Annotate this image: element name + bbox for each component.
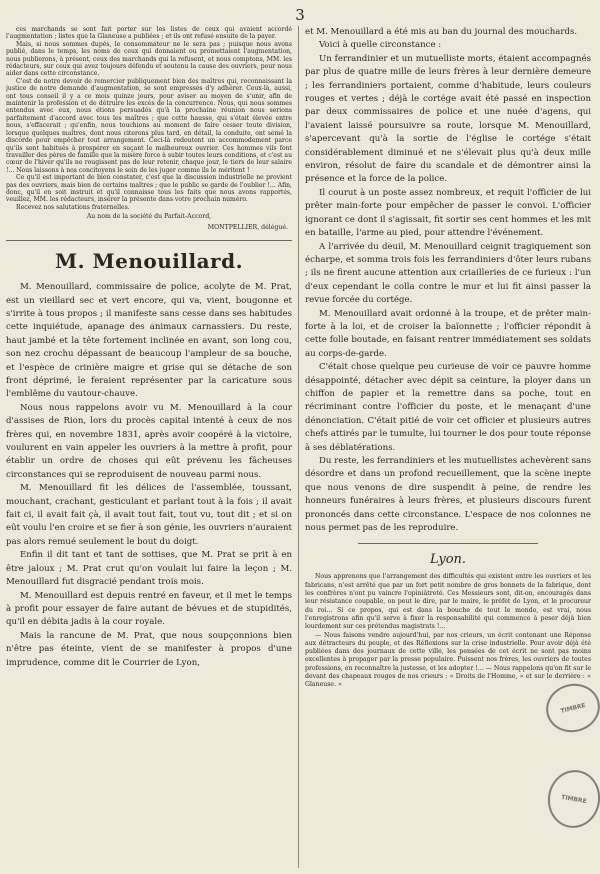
page-number: 3 [295, 6, 305, 24]
article-paragraph: Mais la rancune de M. Prat, que nous soupçonnions bien n'être pas éteinte, vient de se manifester à propos d'une imprudence, comme dit le Courrier de Lyon, [6, 630, 292, 668]
section-title: Lyon. [429, 552, 467, 568]
lyon-news [305, 573, 591, 689]
article-paragraph: et M. Menouillard a été mis au ban du journal des mouchards. [305, 27, 578, 37]
article-paragraph: M. Menouillard fit les délices de l'assemblée, toussant, mouchant, crachant, gesticulant et parlant tout à la fois ; il avait fait ci, il avait fait çà, il avait tout fait, tout vu, tout dit ; et si on eût voulu l'en croire et se fier à son génie, les ouvriers n'auraient pas alors remué seulement le bout du doigt. [6, 483, 292, 547]
signature-place: MONTPELLIER, délégué. [207, 224, 288, 232]
divider [6, 240, 292, 241]
article-headline: M. Menouillard. [54, 249, 244, 274]
letter-paragraph: Recevez nos salutations fraternelles. [16, 203, 130, 211]
article-paragraph: Nous nous rappelons avoir vu M. Menouillard à la cour d'assises de Rion, lors du procès capital intenté à ceux de nos frères qui, en novembre 1831, après avoir coopéré à la victoire, voulurent en vain appeler les ouvriers à la mettre à profit, pour établir un ordre de choses qui eût prévenu les fâcheuses circonstances qui se reproduisent de nouveau parmi nous. [6, 402, 292, 480]
article-paragraph: Voici à quelle circonstance : [319, 40, 442, 51]
article-paragraph: M. Menouillard, commissaire de police, acolyte de M. Prat, est un vieillard sec et vert encore, qui va, vient, bougonne et s'irrite à tous propos ; il manifeste sans cesse dans ses habitudes cette inquiétude, apanage des animaux carnassiers. Du reste, haut jambé et la tête fortement inclinée en avant, son long cou, son nez crochu dépassant de beaucoup l'ampleur de sa bouche, et l'espèce de crinière maigre et grise qui se détache de son front déprimé, le feraient représenter par la caricature sous l'emblême du vautour-chauve. [6, 282, 292, 400]
article-paragraph: Un ferrandinier et un mutuelliste morts, étaient accompagnés par plus de quatre mille de leurs frères à leur dernière demeure ; les ferrandiniers portaient, comme d'habitude, leurs couleurs rouges et vertes ; déjà le cortége avait été passé en inspection par deux commissaires de police et une nuée d'agens, qui l'avaient laissé poursuivre sa route, lorsque M. Menouillard, s'apercevant qu'à la sortie de l'église le cortége s'était considérablement diminué et ne s'élevait plus qu'à deux mille environ, résolut de faire du scandale et de démontrer ainsi la présence et la force de la police. [305, 53, 591, 185]
divider [358, 543, 538, 544]
article-paragraph: M. Menouillard est depuis rentré en faveur, et il met le temps à profit pour essayer de faire autant de bévues et de stupidités, qu'il en débita jadis à la cour royale. [6, 590, 292, 628]
article-paragraph: M. Menouillard avait ordonné à la troupe, et de prêter main-forte à la loi, et de croiser la baïonnette ; l'officier répondit à cette folle boutade, en faisant rentrer immédiatement ses soldats au corps-de-garde. [305, 308, 591, 359]
article-paragraph: Il courut à un poste assez nombreux, et requit l'officier de lui prêter main-forte pour empêcher de passer le convoi. L'officier ignorant ce dont il s'agissait, fit sortir ses cent hommes et les mit en bataille, l'arme au pied, pour attendre l'événement. [305, 187, 591, 239]
news-paragraph: — Nous faisons vendre aujourd'hui, par nos crieurs, un écrit contenant une Réponse aux détracteurs du peuple, et des Réflexions sur la crise industrielle. Pour avoir déjà été publiées dans des journaux de cette ville, les pensées de cet écrit ne sont pas moins excellentes à propager par la presse populaire. Puissent nos frères, les ouvriers de toutes professions, en reconnaître la justesse, et les adopter !... — Nous rappelons qu'on fit sur le devant des chapeaux rouges de nos crieurs : « Droits de l'Homme, » et sur le derrière : « Glaneuse. » [305, 631, 591, 689]
left-column [6, 26, 292, 872]
article-paragraph: C'était chose quelque peu curieuse de voir ce pauvre homme désappointé, détacher avec dépit sa ceinture, la ployer dans un chiffon de papier et la remettre dans sa poche, tout en récriminant contre l'officier du poste, et le menaçant d'une dénonciation. C'était pitié de voir cet officier et plusieurs autres chefs attirés par le tumulte, lui tourner le dos pour toute réponse à ses déblatérations. [305, 362, 591, 453]
article-paragraph: Du reste, les ferrandiniers et les mutuellistes achevèrent sans désordre et dans un profond recueillement, que la scène inepte que nous venons de dire suspendit à peine, de rendre les honneurs funéraires à leurs frères, et plusieurs discours furent prononcés dans cette circonstance. L'espace de nos colonnes ne nous permet pas de les reproduire. [305, 456, 591, 534]
stamp-text: TIMBRE [559, 701, 587, 715]
signature-society: Au nom de la société du Parfait-Accord, [86, 213, 212, 221]
letter-paragraph: Ce qu'il est important de bien constater, c'est que la discussion industrielle ne provient pas des ouvriers, mais bien de certains maîtres ; que le public se garde de l'oublier !... Afin, donc, qu'il en soit instruit et qu'il connaisse tous les faits que nous avons rapportés, veuillez, MM. les rédacteurs, insérer la présente dans votre prochain numéro. [6, 174, 292, 204]
article-paragraph: A l'arrivée du deuil, M. Menouillard ceignit tragiquement son écharpe, et somma trois fois les ferrandiniers d'ôter leurs rubans ; ils ne firent aucune attention aux criailleries de ce furieux : l'un d'eux cependant le colla contre le mur et lui fit ainsi passer la revue forcée du cortége. [305, 241, 591, 306]
stamp-text: TIMBRE [560, 793, 588, 805]
column-divider [298, 26, 299, 868]
article-body-continued [305, 26, 591, 535]
news-paragraph: Nous apprenons que l'arrangement des difficultés qui existent entre les ouvriers et les fabricans, n'est arrêté que par un fort petit nombre de gros bonnets de la fabrique, dont les confrères n'ont pu vaincre l'opiniâtreté. Ces Messieurs sont, dit-on, encouragés dans leur résistance coupable, on peut le dire, par le maire, le préfet de Lyon, et le procureur du roi... Si ce propos, qui est dans la bouche de tout le monde, est vrai, nous l'enregistrons afin qu'il serve à fixer la responsabilité qui commence à peser déjà bien lourdement sur ces prétendus magistrats !... [305, 573, 591, 631]
article-paragraph: Enfin il dit tant et tant de sottises, que M. Prat se prit à en être jaloux ; M. Prat crut qu'on voulait lui faire la leçon ; M. Menouillard fut disgracié pendant trois mois. [6, 550, 292, 588]
letter-text [6, 26, 292, 211]
article-body [6, 281, 292, 670]
letter-paragraph: ces marchands se sont fait porter sur les listes de ceux qui avaient accordé l'augmentation ; listes que la Glaneuse a publiées ; et ils ont refusé ensuite de la payer. [6, 26, 292, 41]
letter-paragraph: C'est de notre devoir de remercier publiquement bien des maîtres qui, reconnaissant la justice de notre demande d'augmentation, se sont empressés d'y adhérer. Ceux-là, aussi, ont tous conseil il y a ce mois quinze jours, pour aviser au moyen de s'unir, afin de maintenir la profession et de détruire les excès de la concurrence. Nous, qui nous sommes entendus avec eux, nous étions persuadés qu'à la prochaine réunion nous serions parfaitement d'accord avec tous les maîtres ; que cette hausse, qui s'était élevée entre nous, s'effacerait ; qu'enfin, nous touchions au moment de faire cesser toute division, lorsque quelques maîtres, dont nous citerons plus tard, en détail, la conduite, ont semé la discorde pour empêcher tout arrangement. Ceci-là redoutent un accommodement parce qu'ils sont habitués à prospérer en suçant le malheureux ouvrier. Ces hommes vils font travailler des pères de famille que la misère force à subir toutes leurs conditions, et c'est au cœur de l'hiver qu'ils ne rougissent pas de leur retenir, chaque jour, le tiers de leur salaire !... Nous laissons à nos concitoyens le soin de les juger comme ils le méritent ! [6, 77, 292, 174]
right-column [305, 26, 591, 872]
letter-paragraph: Mais, si nous sommes dupés, le consommateur ne le sera pas ; puisque nous avons publié, dans le temps, les noms de ceux qui donnaient ou promettaient l'augmentation, nous publierons, à présent, ceux des marchands qui la refusent, et nous comptons, MM. les rédacteurs, sur ceux qui avez toujours défendu et soutenu la cause des ouvriers, pour nous aider dans cette circonstance. [6, 40, 292, 78]
